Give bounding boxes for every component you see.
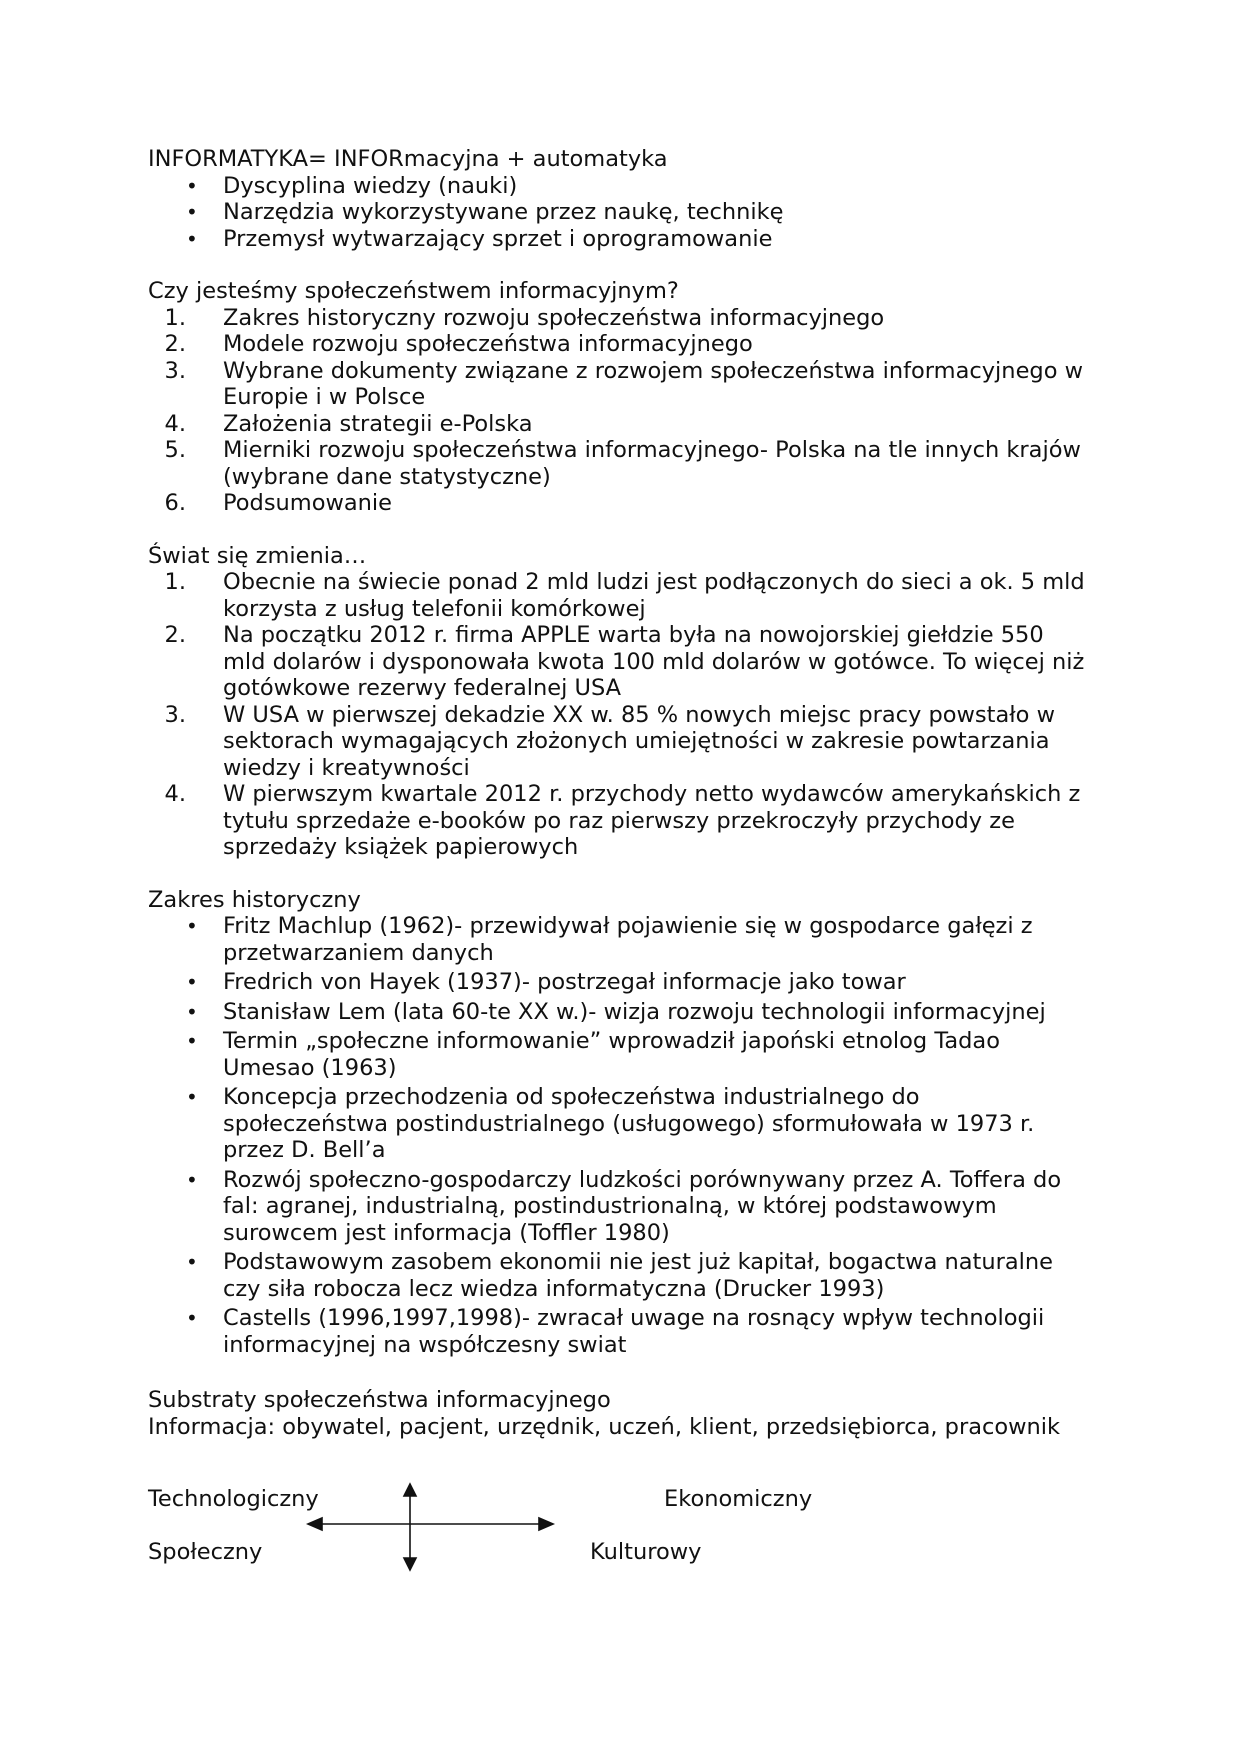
list-item bbox=[148, 490, 1088, 517]
list-item bbox=[148, 411, 1088, 438]
number-marker: 6. bbox=[164, 490, 186, 516]
list-item bbox=[148, 569, 1088, 622]
list-item-text: Zakres historyczny rozwoju społeczeństwa informacyjnego bbox=[223, 304, 885, 331]
bullet-marker: • bbox=[186, 1250, 198, 1274]
list-item bbox=[148, 358, 1088, 411]
list-item-text: W USA w pierwszej dekadzie XX w. 85 % nowych miejsc pracy powstało w sektorach wymagających złożonych umiejętności w zakresie powtarzania wiedzy i kreatywności bbox=[223, 701, 1055, 781]
dimensions-diagram bbox=[148, 1478, 908, 1598]
label-spoleczny: Społeczny bbox=[148, 1539, 263, 1565]
list-item-text: Termin „społeczne informowanie” wprowadził japoński etnolog Tadao Umesao (1963) bbox=[223, 1028, 1000, 1081]
list-item-text: Castells (1996,1997,1998)- zwracał uwage na rosnący wpływ technologii informacyjnej na współczesny swiat bbox=[223, 1305, 1045, 1358]
list-item-text: Podsumowanie bbox=[223, 490, 393, 516]
bullet-marker: • bbox=[186, 200, 198, 224]
list-item-text: Podstawowym zasobem ekonomii nie jest już kapitał, bogactwa naturalne czy siła robocza lecz wiedza informatyczna (Drucker 1993) bbox=[223, 1249, 1054, 1302]
number-marker: 3. bbox=[164, 701, 186, 728]
number-marker: 3. bbox=[164, 357, 186, 384]
list-item bbox=[148, 173, 1088, 200]
bullet-marker: • bbox=[186, 1085, 198, 1109]
arrow-down-icon bbox=[404, 1558, 416, 1570]
number-marker: 1. bbox=[164, 569, 186, 595]
bullet-marker: • bbox=[186, 914, 198, 938]
list-item-text: Mierniki rozwoju społeczeństwa informacyjnego- Polska na tle innych krajów (wybrane dane statystyczne) bbox=[223, 437, 1081, 490]
bullet-marker: • bbox=[186, 173, 198, 198]
list-item bbox=[148, 437, 1088, 490]
list-item-text: Modele rozwoju społeczeństwa informacyjnego bbox=[223, 331, 753, 357]
list-item-text: Fredrich von Hayek (1937)- postrzegał informacje jako towar bbox=[223, 969, 906, 995]
list-item bbox=[148, 1167, 1088, 1247]
list-item bbox=[148, 1084, 1088, 1164]
list-item bbox=[148, 331, 1088, 358]
number-marker: 2. bbox=[164, 622, 186, 648]
bullet-marker: • bbox=[186, 999, 198, 1024]
list-item bbox=[148, 226, 1088, 253]
label-kulturowy: Kulturowy bbox=[590, 1539, 702, 1565]
list-item bbox=[148, 781, 1088, 861]
list-item-text: Dyscyplina wiedzy (nauki) bbox=[223, 172, 518, 199]
list-item bbox=[148, 913, 1088, 966]
bullet-marker: • bbox=[186, 1167, 198, 1192]
bullet-marker: • bbox=[186, 226, 198, 251]
list-item-text: W pierwszym kwartale 2012 r. przychody netto wydawców amerykańskich z tytułu sprzedaże e-booków po raz pierwszy przekroczyły przychody ze sprzedaży książek papierowych bbox=[223, 781, 1081, 860]
list-item-text: Koncepcja przechodzenia od społeczeństwa industrialnego do społeczeństwa postindustrialnego (usługowego) sformułowała w 1973 r. przez D. Bell’a bbox=[223, 1084, 1035, 1163]
bullet-list-history bbox=[148, 913, 1088, 1358]
document-body bbox=[148, 146, 1088, 1440]
list-item-text: Na początku 2012 r. firma APPLE warta była na nowojorskiej giełdzie 550 mld dolarów i dysponowała kwota 100 mld dolarów w gotówce. To więcej niż gotówkowe rezerwy federalnej USA bbox=[223, 622, 1085, 701]
bullet-marker: • bbox=[186, 970, 198, 994]
number-marker: 4. bbox=[164, 781, 186, 807]
section-heading-history: Zakres historyczny bbox=[148, 886, 361, 913]
arrow-left-icon bbox=[308, 1518, 322, 1530]
substrates-line: Informacja: obywatel, pacjent, urzędnik, uczeń, klient, przedsiębiorca, pracownik bbox=[148, 1413, 1061, 1440]
list-item bbox=[148, 969, 1088, 996]
section-heading-question: Czy jesteśmy społeczeństwem informacyjnym? bbox=[148, 278, 679, 304]
list-item-text: Obecnie na świecie ponad 2 mld ludzi jest podłączonych do sieci a ok. 5 mld korzysta z usług telefonii komórkowej bbox=[223, 569, 1085, 622]
arrow-up-icon bbox=[404, 1484, 416, 1496]
list-item-text: Wybrane dokumenty związane z rozwojem społeczeństwa informacyjnego w Europie i w Polsce bbox=[223, 357, 1084, 410]
list-item bbox=[148, 1305, 1088, 1358]
list-item bbox=[148, 1249, 1088, 1302]
bullet-marker: • bbox=[186, 1029, 198, 1053]
list-item-text: Założenia strategii e-Polska bbox=[223, 410, 533, 437]
list-item-text: Narzędzia wykorzystywane przez naukę, technikę bbox=[223, 199, 784, 225]
numbered-list-question bbox=[148, 305, 1088, 517]
label-ekonomiczny: Ekonomiczny bbox=[664, 1486, 813, 1512]
number-marker: 4. bbox=[164, 410, 186, 437]
list-item-text: Fritz Machlup (1962)- przewidywał pojawienie się w gospodarce gałęzi z przetwarzaniem danych bbox=[223, 913, 1033, 966]
list-item bbox=[148, 1028, 1088, 1081]
bullet-list-informatyka bbox=[148, 173, 1088, 253]
number-marker: 1. bbox=[164, 304, 186, 331]
section-heading-world: Świat się zmienia… bbox=[148, 542, 367, 569]
list-item bbox=[148, 199, 1088, 226]
list-item bbox=[148, 622, 1088, 702]
numbered-list-world bbox=[148, 569, 1088, 861]
list-item bbox=[148, 305, 1088, 332]
list-item-text: Rozwój społeczno-gospodarczy ludzkości porównywany przez A. Toffera do fal: agranej, industrialną, postindustrionalną, w której podstawowym surowcem jest informacja (Toffler 1980) bbox=[223, 1166, 1062, 1246]
arrow-right-icon bbox=[539, 1518, 553, 1530]
section-heading-substrates: Substraty społeczeństwa informacyjnego bbox=[148, 1387, 611, 1413]
label-technologiczny: Technologiczny bbox=[148, 1486, 319, 1512]
list-item-text: Przemysł wytwarzający sprzet i oprogramowanie bbox=[223, 225, 773, 252]
number-marker: 2. bbox=[164, 331, 186, 357]
list-item bbox=[148, 702, 1088, 782]
list-item bbox=[148, 999, 1088, 1026]
number-marker: 5. bbox=[164, 437, 186, 463]
list-item-text: Stanisław Lem (lata 60-te XX w.)- wizja rozwoju technologii informacyjnej bbox=[223, 998, 1046, 1025]
bullet-marker: • bbox=[186, 1306, 198, 1330]
section-heading-informatyka: INFORMATYKA= INFORmacyjna + automatyka bbox=[148, 146, 668, 172]
